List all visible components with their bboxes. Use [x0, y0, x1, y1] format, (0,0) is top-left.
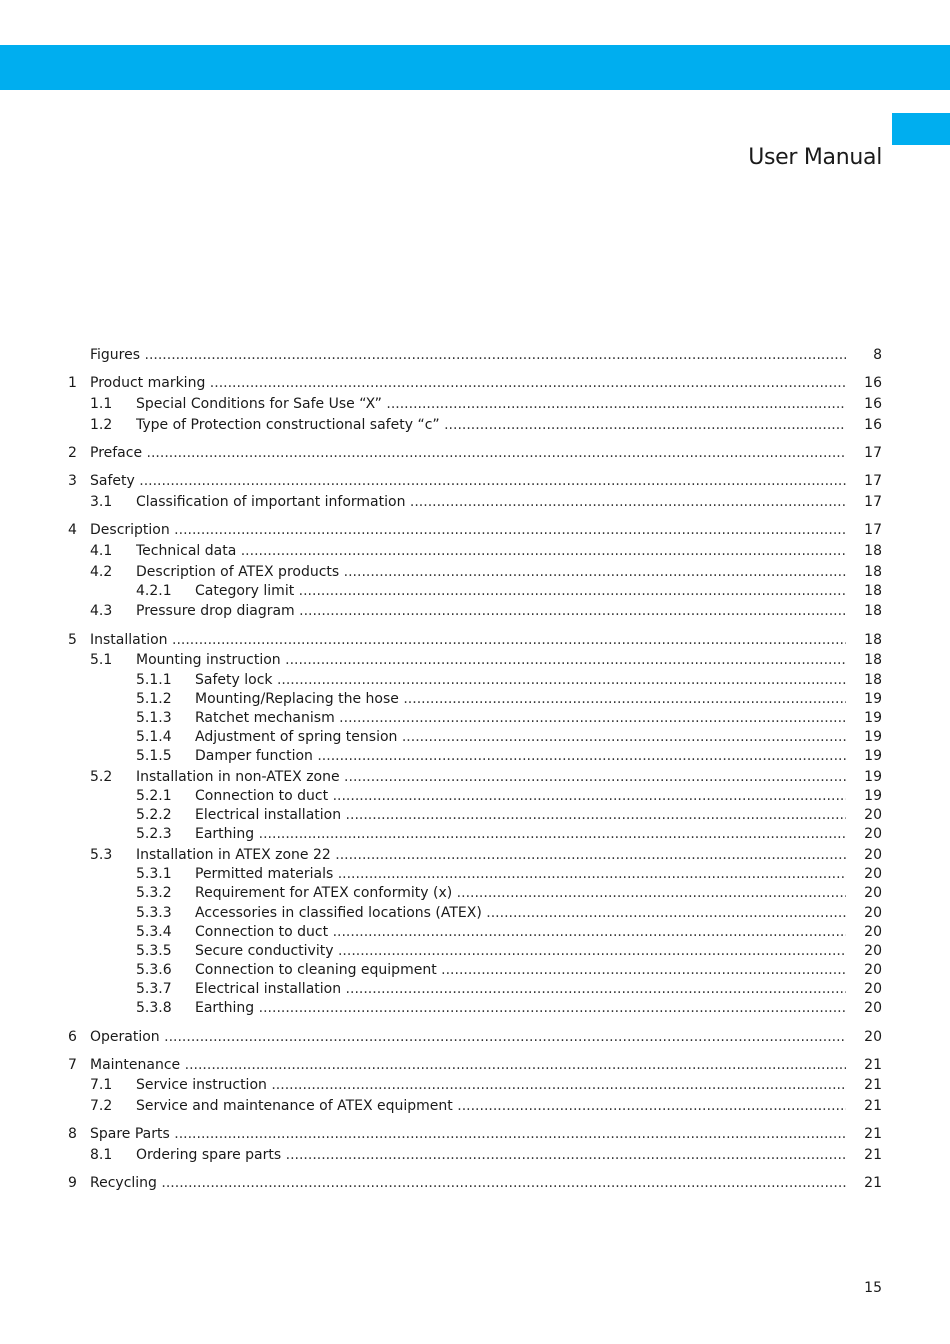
toc-entry-page: 19	[864, 691, 882, 707]
toc-entry[interactable]	[0, 845, 950, 865]
toc-entry-number: 5.2.1	[136, 788, 172, 804]
toc-entry-number: 8	[68, 1126, 77, 1142]
toc-entry-label: Classification of important information .....	[136, 492, 846, 512]
toc-entry[interactable]	[0, 979, 950, 999]
toc-entry-page: 20	[864, 885, 882, 901]
toc-entry[interactable]	[0, 394, 950, 414]
toc-entry-label: Technical data .....	[136, 541, 846, 561]
toc-entry-page: 17	[864, 522, 882, 538]
toc-entry-page: 8	[873, 347, 882, 363]
toc-entry[interactable]	[0, 689, 950, 709]
toc-entry[interactable]	[0, 670, 950, 690]
toc-entry-page: 19	[864, 710, 882, 726]
toc-entry-page: 19	[864, 748, 882, 764]
toc-entry[interactable]	[0, 824, 950, 844]
toc-entry[interactable]	[0, 864, 950, 884]
toc-entry-page: 17	[864, 494, 882, 510]
toc-entry[interactable]	[0, 960, 950, 980]
page-number: 15	[864, 1280, 882, 1296]
toc-entry[interactable]	[0, 1173, 950, 1193]
toc-entry-label: Operation .....	[90, 1027, 846, 1047]
toc-entry-label: Accessories in classified locations (ATEX) .....	[195, 903, 846, 923]
toc-entry-label: Service and maintenance of ATEX equipment .....	[136, 1096, 846, 1116]
toc-entry[interactable]	[0, 883, 950, 903]
toc-entry[interactable]	[0, 1055, 950, 1075]
toc-entry-number: 5.2.3	[136, 826, 172, 842]
toc-entry-page: 20	[864, 962, 882, 978]
toc-entry-number: 1.2	[90, 417, 113, 433]
document-title: User Manual	[748, 145, 882, 170]
toc-entry-label: Mounting/Replacing the hose .....	[195, 689, 846, 709]
toc-entry[interactable]	[0, 1124, 950, 1144]
toc-entry[interactable]	[0, 786, 950, 806]
toc-entry-label: Installation in ATEX zone 22 .....	[136, 845, 846, 865]
toc-entry-number: 7	[68, 1057, 77, 1073]
toc-entry-number: 5.2.2	[136, 807, 172, 823]
toc-entry-page: 20	[864, 1000, 882, 1016]
toc-entry-page: 18	[864, 652, 882, 668]
toc-entry[interactable]	[0, 581, 950, 601]
toc-entry-page: 19	[864, 788, 882, 804]
toc-entry-label: Description .....	[90, 520, 846, 540]
toc-entry-label: Service instruction .....	[136, 1075, 846, 1095]
toc-entry[interactable]	[0, 650, 950, 670]
toc-entry-page: 20	[864, 905, 882, 921]
toc-entry-number: 3	[68, 473, 77, 489]
toc-entry-label: Type of Protection constructional safety “c” .....	[136, 415, 846, 435]
toc-entry-page: 20	[864, 826, 882, 842]
toc-entry-label: Electrical installation .....	[195, 805, 846, 825]
toc-entry[interactable]	[0, 601, 950, 621]
toc-entry-number: 4.2.1	[136, 583, 172, 599]
toc-entry[interactable]	[0, 1027, 950, 1047]
toc-entry-page: 16	[864, 375, 882, 391]
toc-entry-page: 18	[864, 564, 882, 580]
toc-entry-number: 4.3	[90, 603, 113, 619]
toc-entry-label: Maintenance .....	[90, 1055, 846, 1075]
toc-entry-number: 5.3.1	[136, 866, 172, 882]
toc-entry[interactable]	[0, 941, 950, 961]
toc-entry-number: 5.3.3	[136, 905, 172, 921]
toc-entry-number: 4.1	[90, 543, 113, 559]
toc-entry[interactable]	[0, 767, 950, 787]
toc-entry-page: 18	[864, 603, 882, 619]
toc-entry[interactable]	[0, 1075, 950, 1095]
toc-entry-number: 4.2	[90, 564, 113, 580]
toc-entry[interactable]	[0, 520, 950, 540]
toc-entry-label: Description of ATEX products .....	[136, 562, 846, 582]
toc-entry-page: 19	[864, 729, 882, 745]
toc-entry-number: 3.1	[90, 494, 113, 510]
toc-entry-page: 21	[864, 1147, 882, 1163]
toc-entry-number: 6	[68, 1029, 77, 1045]
toc-entry-label: Earthing .....	[195, 998, 846, 1018]
toc-entry-label: Pressure drop diagram .....	[136, 601, 846, 621]
toc-entry[interactable]	[0, 1096, 950, 1116]
toc-entry-label: Requirement for ATEX conformity (x) .....	[195, 883, 846, 903]
toc-entry[interactable]	[0, 541, 950, 561]
toc-entry-label: Ordering spare parts .....	[136, 1145, 846, 1165]
toc-entry-number: 2	[68, 445, 77, 461]
toc-entry-page: 17	[864, 445, 882, 461]
toc-entry[interactable]	[0, 727, 950, 747]
toc-entry-number: 5.1.1	[136, 672, 172, 688]
toc-entry-number: 5.1.3	[136, 710, 172, 726]
toc-entry-page: 20	[864, 981, 882, 997]
toc-entry-number: 5.3	[90, 847, 113, 863]
toc-entry[interactable]	[0, 415, 950, 435]
toc-entry-label: Mounting instruction .....	[136, 650, 846, 670]
toc-entry[interactable]	[0, 345, 950, 365]
toc-entry[interactable]	[0, 373, 950, 393]
toc-entry-number: 5.3.8	[136, 1000, 172, 1016]
toc-entry-label: Damper function .....	[195, 746, 846, 766]
toc-entry-label: Figures .....	[90, 345, 846, 365]
toc-entry[interactable]	[0, 1145, 950, 1165]
toc-entry-label: Installation .....	[90, 630, 846, 650]
toc-entry-page: 20	[864, 866, 882, 882]
toc-entry[interactable]	[0, 443, 950, 463]
toc-entry-page: 21	[864, 1126, 882, 1142]
toc-entry-page: 18	[864, 632, 882, 648]
toc-entry-number: 5.3.4	[136, 924, 172, 940]
toc-entry-page: 20	[864, 847, 882, 863]
toc-entry-page: 20	[864, 924, 882, 940]
toc-entry[interactable]	[0, 998, 950, 1018]
toc-entry-number: 5.3.6	[136, 962, 172, 978]
toc-entry[interactable]	[0, 903, 950, 923]
toc-entry-page: 18	[864, 583, 882, 599]
toc-entry-number: 7.2	[90, 1098, 113, 1114]
toc-entry-label: Ratchet mechanism .....	[195, 708, 846, 728]
toc-entry-label: Permitted materials .....	[195, 864, 846, 884]
toc-entry-number: 4	[68, 522, 77, 538]
toc-entry-page: 20	[864, 943, 882, 959]
toc-entry-label: Connection to duct .....	[195, 922, 846, 942]
toc-entry-number: 5.1.2	[136, 691, 172, 707]
toc-entry-number: 5	[68, 632, 77, 648]
toc-entry-label: Connection to cleaning equipment .....	[195, 960, 846, 980]
toc-entry-page: 21	[864, 1175, 882, 1191]
toc-entry[interactable]	[0, 922, 950, 942]
toc-entry-page: 16	[864, 396, 882, 412]
toc-entry-label: Recycling .....	[90, 1173, 846, 1193]
toc-entry-page: 18	[864, 543, 882, 559]
toc-entry-label: Category limit .....	[195, 581, 846, 601]
toc-entry-page: 21	[864, 1077, 882, 1093]
toc-entry-number: 5.1	[90, 652, 113, 668]
toc-entry-number: 5.1.4	[136, 729, 172, 745]
toc-entry-number: 5.1.5	[136, 748, 172, 764]
toc-entry-page: 16	[864, 417, 882, 433]
toc-entry-page: 17	[864, 473, 882, 489]
toc-entry[interactable]	[0, 708, 950, 728]
toc-entry-number: 5.3.2	[136, 885, 172, 901]
toc-entry-number: 7.1	[90, 1077, 113, 1093]
toc-entry-label: Safety .....	[90, 471, 846, 491]
toc-entry[interactable]	[0, 492, 950, 512]
toc-entry[interactable]	[0, 630, 950, 650]
toc-entry-label: Preface .....	[90, 443, 846, 463]
toc-entry-number: 9	[68, 1175, 77, 1191]
toc-entry-label: Connection to duct .....	[195, 786, 846, 806]
toc-entry-number: 5.2	[90, 769, 113, 785]
toc-entry[interactable]	[0, 746, 950, 766]
toc-entry-page: 20	[864, 1029, 882, 1045]
toc-entry-number: 1	[68, 375, 77, 391]
toc-entry-label: Special Conditions for Safe Use “X” .....	[136, 394, 846, 414]
toc-entry[interactable]	[0, 805, 950, 825]
toc-entry-label: Product marking .....	[90, 373, 846, 393]
toc-entry-label: Installation in non-ATEX zone .....	[136, 767, 846, 787]
toc-entry-label: Adjustment of spring tension .....	[195, 727, 846, 747]
toc-entry[interactable]	[0, 471, 950, 491]
toc-entry-page: 19	[864, 769, 882, 785]
toc-entry-page: 20	[864, 807, 882, 823]
toc-entry[interactable]	[0, 562, 950, 582]
toc-entry-number: 5.3.7	[136, 981, 172, 997]
toc-entry-page: 21	[864, 1057, 882, 1073]
toc-entry-page: 18	[864, 672, 882, 688]
toc-entry-number: 5.3.5	[136, 943, 172, 959]
toc-entry-label: Safety lock .....	[195, 670, 846, 690]
toc-entry-label: Electrical installation .....	[195, 979, 846, 999]
toc-entry-label: Earthing .....	[195, 824, 846, 844]
toc-entry-label: Secure conductivity .....	[195, 941, 846, 961]
toc-entry-label: Spare Parts .....	[90, 1124, 846, 1144]
toc-entry-page: 21	[864, 1098, 882, 1114]
toc-entry-number: 8.1	[90, 1147, 113, 1163]
toc-entry-number: 1.1	[90, 396, 113, 412]
